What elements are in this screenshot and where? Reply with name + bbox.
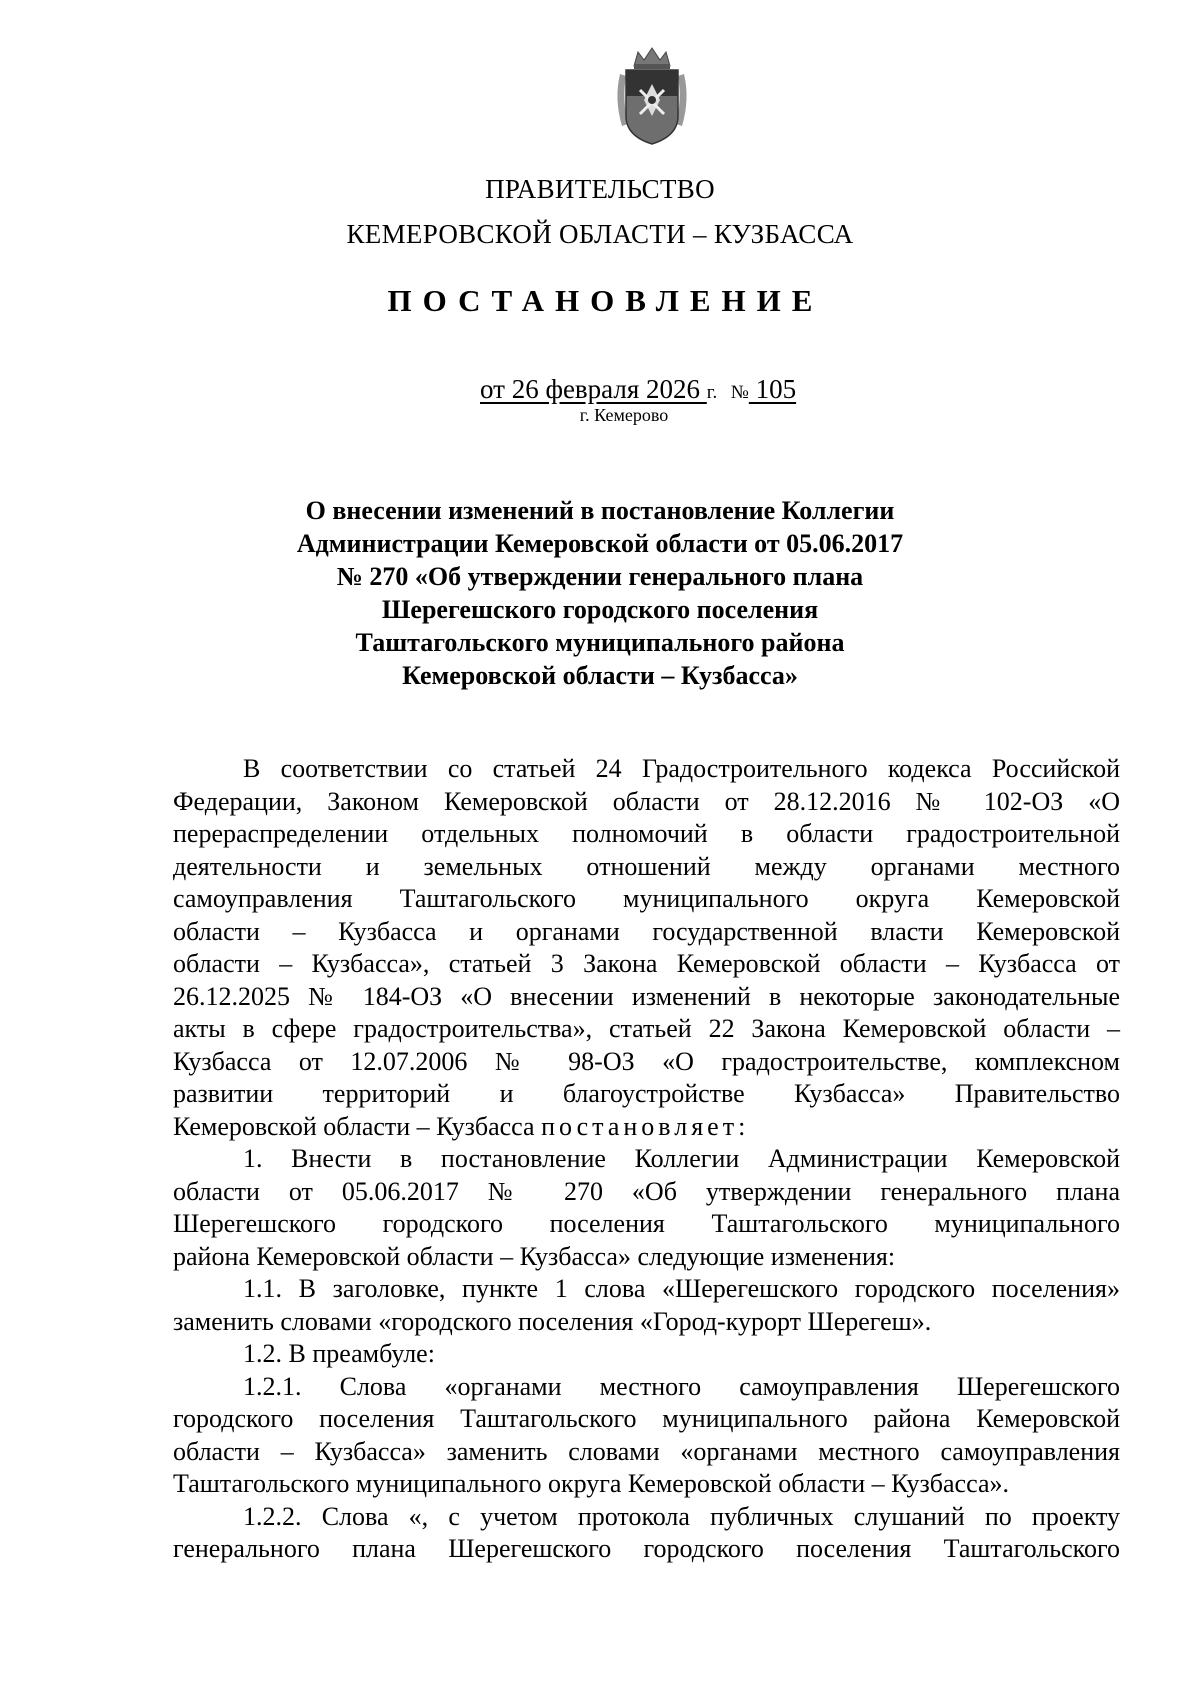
document-type: ПОСТАНОВЛЕНИЕ — [387, 283, 824, 318]
title-line: Шерегешского городского поселения — [381, 595, 819, 624]
body-line: 1. Внести в постановление Коллегии Администрации Кемеровской — [243, 1144, 1120, 1173]
number-sign: № — [730, 382, 749, 403]
title-line: Администрации Кемеровской области от 05.06.2017 — [296, 529, 904, 558]
body-line: области – Кузбасса» заменить словами «органами местного самоуправления — [173, 1436, 1120, 1466]
date-number-line — [480, 372, 830, 406]
body-line: заменить словами «городского поселения «Город-курорт Шерегеш». — [173, 1306, 932, 1336]
body-line: перераспределении отдельных полномочий в области градостроительной — [173, 819, 1120, 848]
document-place: г. Кемерово — [579, 405, 669, 425]
body-line: акты в сфере градостроительства», статьей 22 Закона Кемеровской области – — [173, 1014, 1120, 1043]
body-line: 1.2.1. Слова «органами местного самоуправления Шерегешского — [243, 1371, 1120, 1401]
document-date: от 26 февраля 2026 — [480, 374, 707, 404]
title-line: Таштагольского муниципального района — [355, 628, 845, 657]
document-body — [173, 753, 1120, 1566]
body-line: области – Кузбасса», статьей 3 Закона Кемеровской области – Кузбасса от — [173, 949, 1120, 978]
title-line: О внесении изменений в постановление Коллегии — [305, 496, 895, 525]
body-line: В соответствии со статьей 24 Градостроительного кодекса Российской — [243, 754, 1120, 783]
body-line: области от 05.06.2017 № 270 «Об утверждении генерального плана — [173, 1176, 1120, 1206]
document-title — [200, 494, 1000, 692]
document-number: 105 — [748, 374, 797, 404]
body-line: 26.12.2025 № 184-ОЗ «О внесении изменений в некоторые законодательные — [173, 981, 1120, 1011]
body-line: генерального плана Шерегешского городского поселения Таштагольского — [173, 1534, 1120, 1563]
body-line: Федерации, Законом Кемеровской области от 28.12.2016 № 102-ОЗ «О — [173, 786, 1120, 816]
organization-name-line2: КЕМЕРОВСКОЙ ОБЛАСТИ – КУЗБАССА — [346, 219, 854, 249]
coat-of-arms-icon — [610, 44, 694, 150]
title-line: № 270 «Об утверждении генерального плана — [336, 562, 864, 591]
body-line-text: Кемеровской области – Кузбасса — [173, 1111, 542, 1141]
body-line: области – Кузбасса и органами государственной власти Кемеровской — [173, 916, 1120, 946]
body-line: Кузбасса от 12.07.2006 № 98-ОЗ «О градостроительстве, комплексном — [173, 1046, 1120, 1076]
organization-name-line1: ПРАВИТЕЛЬСТВО — [485, 174, 715, 204]
resolve-word: постановляет: — [541, 1111, 750, 1141]
body-line: 1.1. В заголовке, пункте 1 слова «Шерегешского городского поселения» — [243, 1274, 1120, 1303]
body-line: городского поселения Таштагольского муниципального района Кемеровской — [173, 1404, 1120, 1433]
body-line: Таштагольского муниципального округа Кемеровской области – Кузбасса». — [173, 1469, 1009, 1498]
body-line: деятельности и земельных отношений между органами местного — [173, 851, 1120, 881]
body-line-resolve — [173, 1111, 1120, 1144]
body-line: развитии территорий и благоустройстве Кузбасса» Правительство — [173, 1079, 1120, 1108]
body-line: района Кемеровской области – Кузбасса» следующие изменения: — [173, 1241, 896, 1271]
year-suffix: г. — [706, 382, 718, 403]
title-line: Кемеровской области – Кузбасса» — [402, 661, 798, 690]
body-line: самоуправления Таштагольского муниципального округа Кемеровской — [173, 884, 1120, 913]
body-line: 1.2. В преамбуле: — [243, 1339, 435, 1368]
body-line: Шерегешского городского поселения Таштагольского муниципального — [173, 1209, 1120, 1238]
body-line: 1.2.2. Слова «, с учетом протокола публичных слушаний по проекту — [243, 1501, 1120, 1531]
